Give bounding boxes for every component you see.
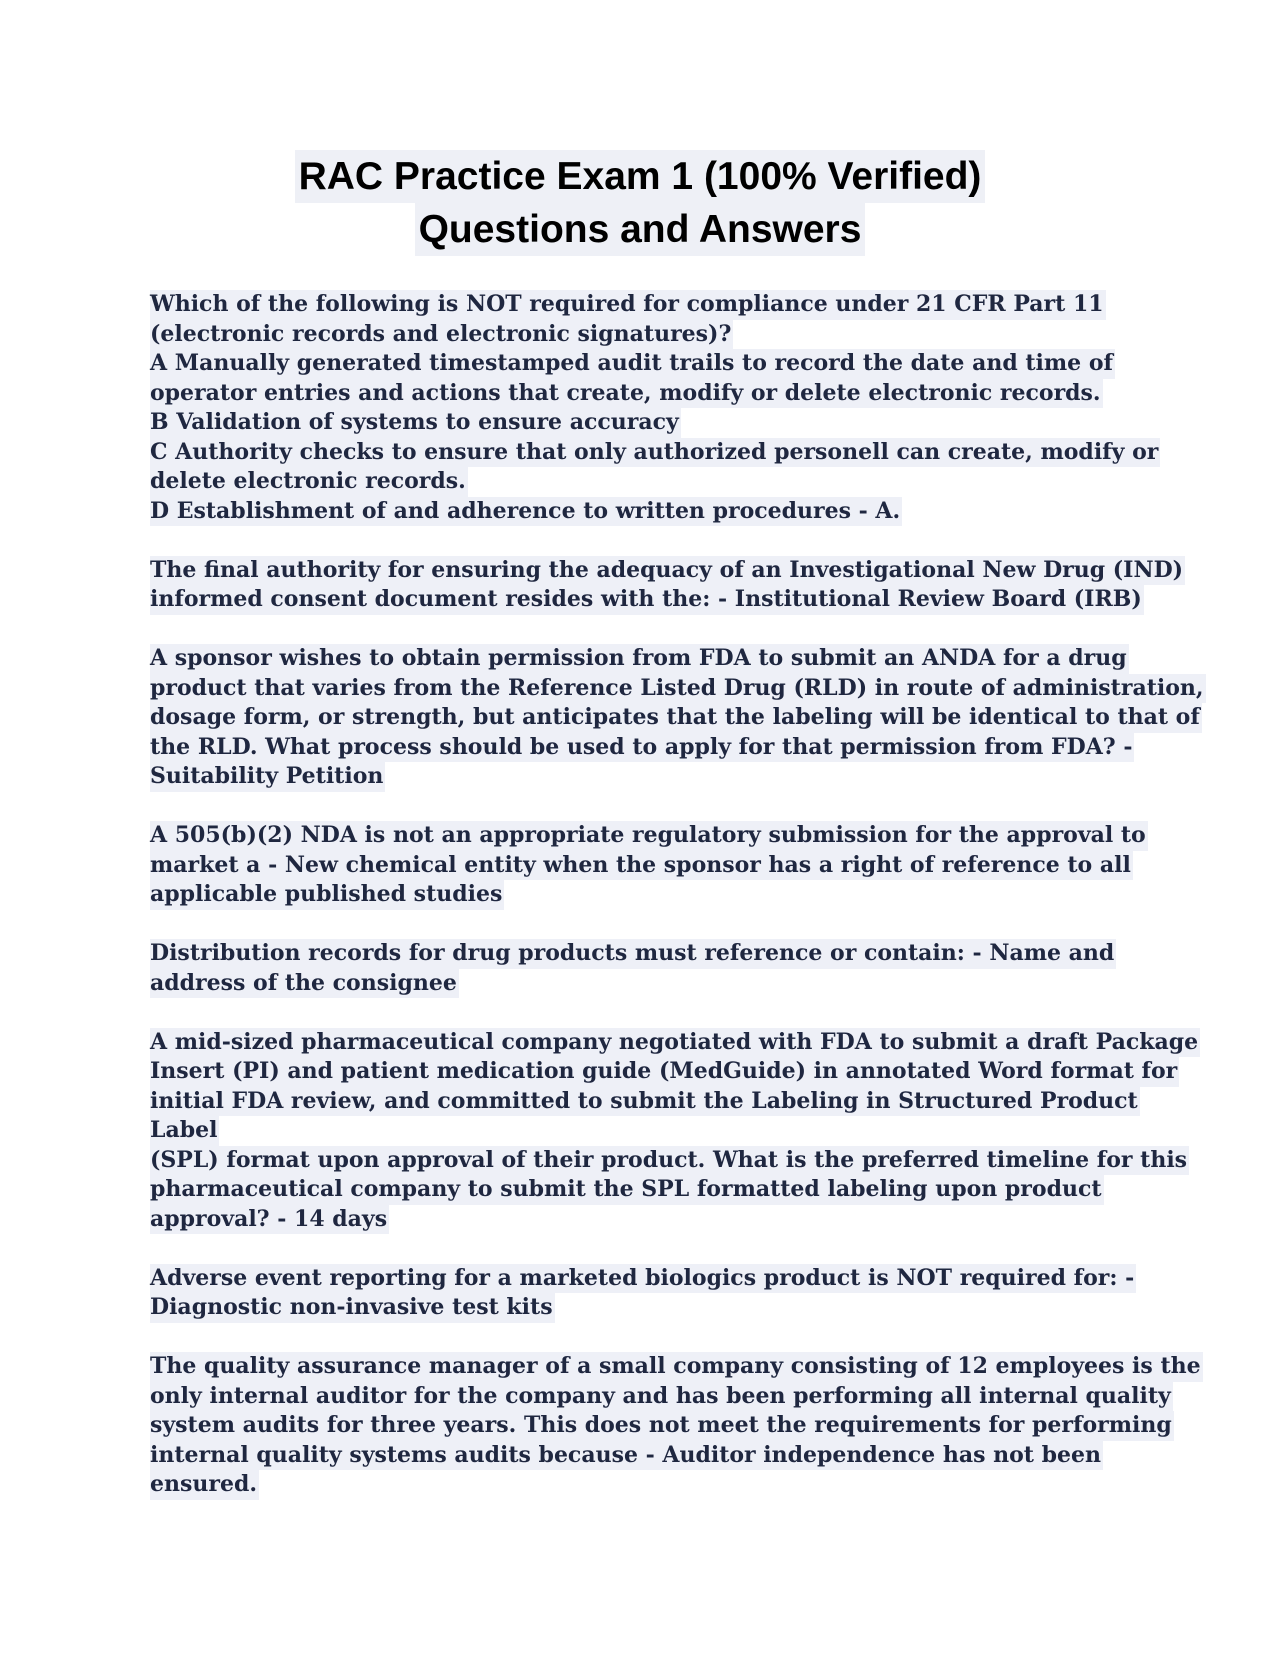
qa-item (150, 1264, 1160, 1323)
qa-text-line: C Authority checks to ensure that only authorized personell can create, modify or (150, 438, 1160, 468)
qa-text-line: (SPL) format upon approval of their product. What is the preferred timeline for this (150, 1146, 1189, 1176)
qa-text-line: D Establishment of and adherence to written procedures - A. (150, 497, 902, 527)
qa-item (150, 644, 1204, 792)
qa-line-wrap (150, 1175, 1160, 1205)
qa-text-line: Distribution records for drug products must reference or contain: - Name and (150, 939, 1116, 969)
qa-line-wrap (150, 1382, 1171, 1412)
qa-line-wrap (150, 349, 1160, 379)
qa-line-wrap (150, 379, 1160, 409)
qa-text-line: A 505(b)(2) NDA is not an appropriate regulatory submission for the approval to (150, 821, 1148, 851)
qa-line-wrap (150, 703, 1200, 733)
qa-line-wrap (150, 467, 1160, 497)
qa-text-line: the RLD. What process should be used to apply for that permission from FDA? - (150, 733, 1134, 763)
qa-text-line: informed consent document resides with the: - Institutional Review Board (IRB) (150, 585, 1144, 615)
qa-text-line: ensured. (150, 1470, 259, 1500)
qa-line-wrap (150, 674, 1204, 704)
qa-text-line: only internal auditor for the company and has been performing all internal quality (150, 1382, 1173, 1412)
qa-line-wrap (150, 1116, 1160, 1146)
qa-item (150, 1028, 1199, 1235)
qa-line-wrap (150, 733, 1160, 763)
qa-line-wrap (150, 939, 1160, 969)
qa-text-line: A sponsor wishes to obtain permission from FDA to submit an ANDA for a drug (150, 644, 1129, 674)
qa-line-wrap (150, 1028, 1199, 1058)
qa-text-line: approval? - 14 days (150, 1205, 389, 1235)
qa-text-line: Adverse event reporting for a marketed biologics product is NOT required for: - (150, 1264, 1136, 1294)
qa-item (150, 939, 1160, 998)
qa-line-wrap (150, 1087, 1160, 1117)
qa-line-wrap (150, 1470, 1160, 1500)
qa-text-line: initial FDA review, and committed to submit the Labeling in Structured Product (150, 1087, 1140, 1117)
qa-line-wrap (150, 290, 1160, 320)
qa-item (150, 1352, 1201, 1500)
qa-item (150, 556, 1184, 615)
qa-line-wrap (150, 1352, 1201, 1382)
qa-line-wrap (150, 1441, 1160, 1471)
qa-line-wrap (150, 851, 1160, 881)
qa-text-line: B Validation of systems to ensure accuracy (150, 408, 681, 438)
qa-item (150, 290, 1160, 526)
qa-text-line: (electronic records and electronic signatures)? (150, 320, 733, 350)
qa-text-line: A mid-sized pharmaceutical company negotiated with FDA to submit a draft Package (150, 1028, 1200, 1058)
qa-line-wrap (150, 497, 1160, 527)
qa-text-line: operator entries and actions that create, modify or delete electronic records. (150, 379, 1103, 409)
title-line-1: RAC Practice Exam 1 (100% Verified) (295, 150, 986, 203)
qa-text-line: The quality assurance manager of a small company consisting of 12 employees is the (150, 1352, 1203, 1382)
page-title (0, 150, 1280, 256)
qa-text-line: address of the consignee (150, 969, 459, 999)
qa-text-line: internal quality systems audits because - Auditor independence has not been (150, 1441, 1103, 1471)
qa-text-line: Label (150, 1116, 219, 1146)
qa-line-wrap (150, 556, 1184, 586)
qa-line-wrap (150, 320, 1160, 350)
qa-text-line: market a - New chemical entity when the sponsor has a right of reference to all (150, 851, 1133, 881)
qa-text-line: Diagnostic non-invasive test kits (150, 1293, 555, 1323)
qa-line-wrap (150, 762, 1160, 792)
qa-text-line: applicable published studies (150, 880, 504, 910)
qa-list (150, 290, 1204, 1529)
qa-text-line: system audits for three years. This does not meet the requirements for performing (150, 1411, 1174, 1441)
qa-text-line: Insert (PI) and patient medication guide (MedGuide) in annotated Word format for (150, 1057, 1179, 1087)
qa-text-line: Suitability Petition (150, 762, 385, 792)
qa-line-wrap (150, 1293, 1160, 1323)
qa-text-line: The final authority for ensuring the adequacy of an Investigational New Drug (IND) (150, 556, 1185, 586)
qa-line-wrap (150, 1411, 1172, 1441)
qa-line-wrap (150, 821, 1160, 851)
qa-text-line: Which of the following is NOT required for compliance under 21 CFR Part 11 (150, 290, 1106, 320)
title-line-2: Questions and Answers (415, 203, 866, 256)
qa-line-wrap (150, 1264, 1160, 1294)
qa-line-wrap (150, 644, 1160, 674)
qa-item (150, 821, 1160, 910)
qa-line-wrap (150, 969, 1160, 999)
qa-line-wrap (150, 880, 1160, 910)
qa-text-line: dosage form, or strength, but anticipates that the labeling will be identical to that of (150, 703, 1202, 733)
qa-line-wrap (150, 1146, 1188, 1176)
qa-line-wrap (150, 408, 1160, 438)
qa-line-wrap (150, 1205, 1160, 1235)
qa-line-wrap (150, 438, 1160, 468)
qa-line-wrap (150, 1057, 1178, 1087)
qa-text-line: product that varies from the Reference Listed Drug (RLD) in route of administration, (150, 674, 1206, 704)
qa-text-line: A Manually generated timestamped audit trails to record the date and time of (150, 349, 1115, 379)
qa-text-line: pharmaceutical company to submit the SPL formatted labeling upon product (150, 1175, 1104, 1205)
qa-text-line: delete electronic records. (150, 467, 468, 497)
qa-line-wrap (150, 585, 1160, 615)
